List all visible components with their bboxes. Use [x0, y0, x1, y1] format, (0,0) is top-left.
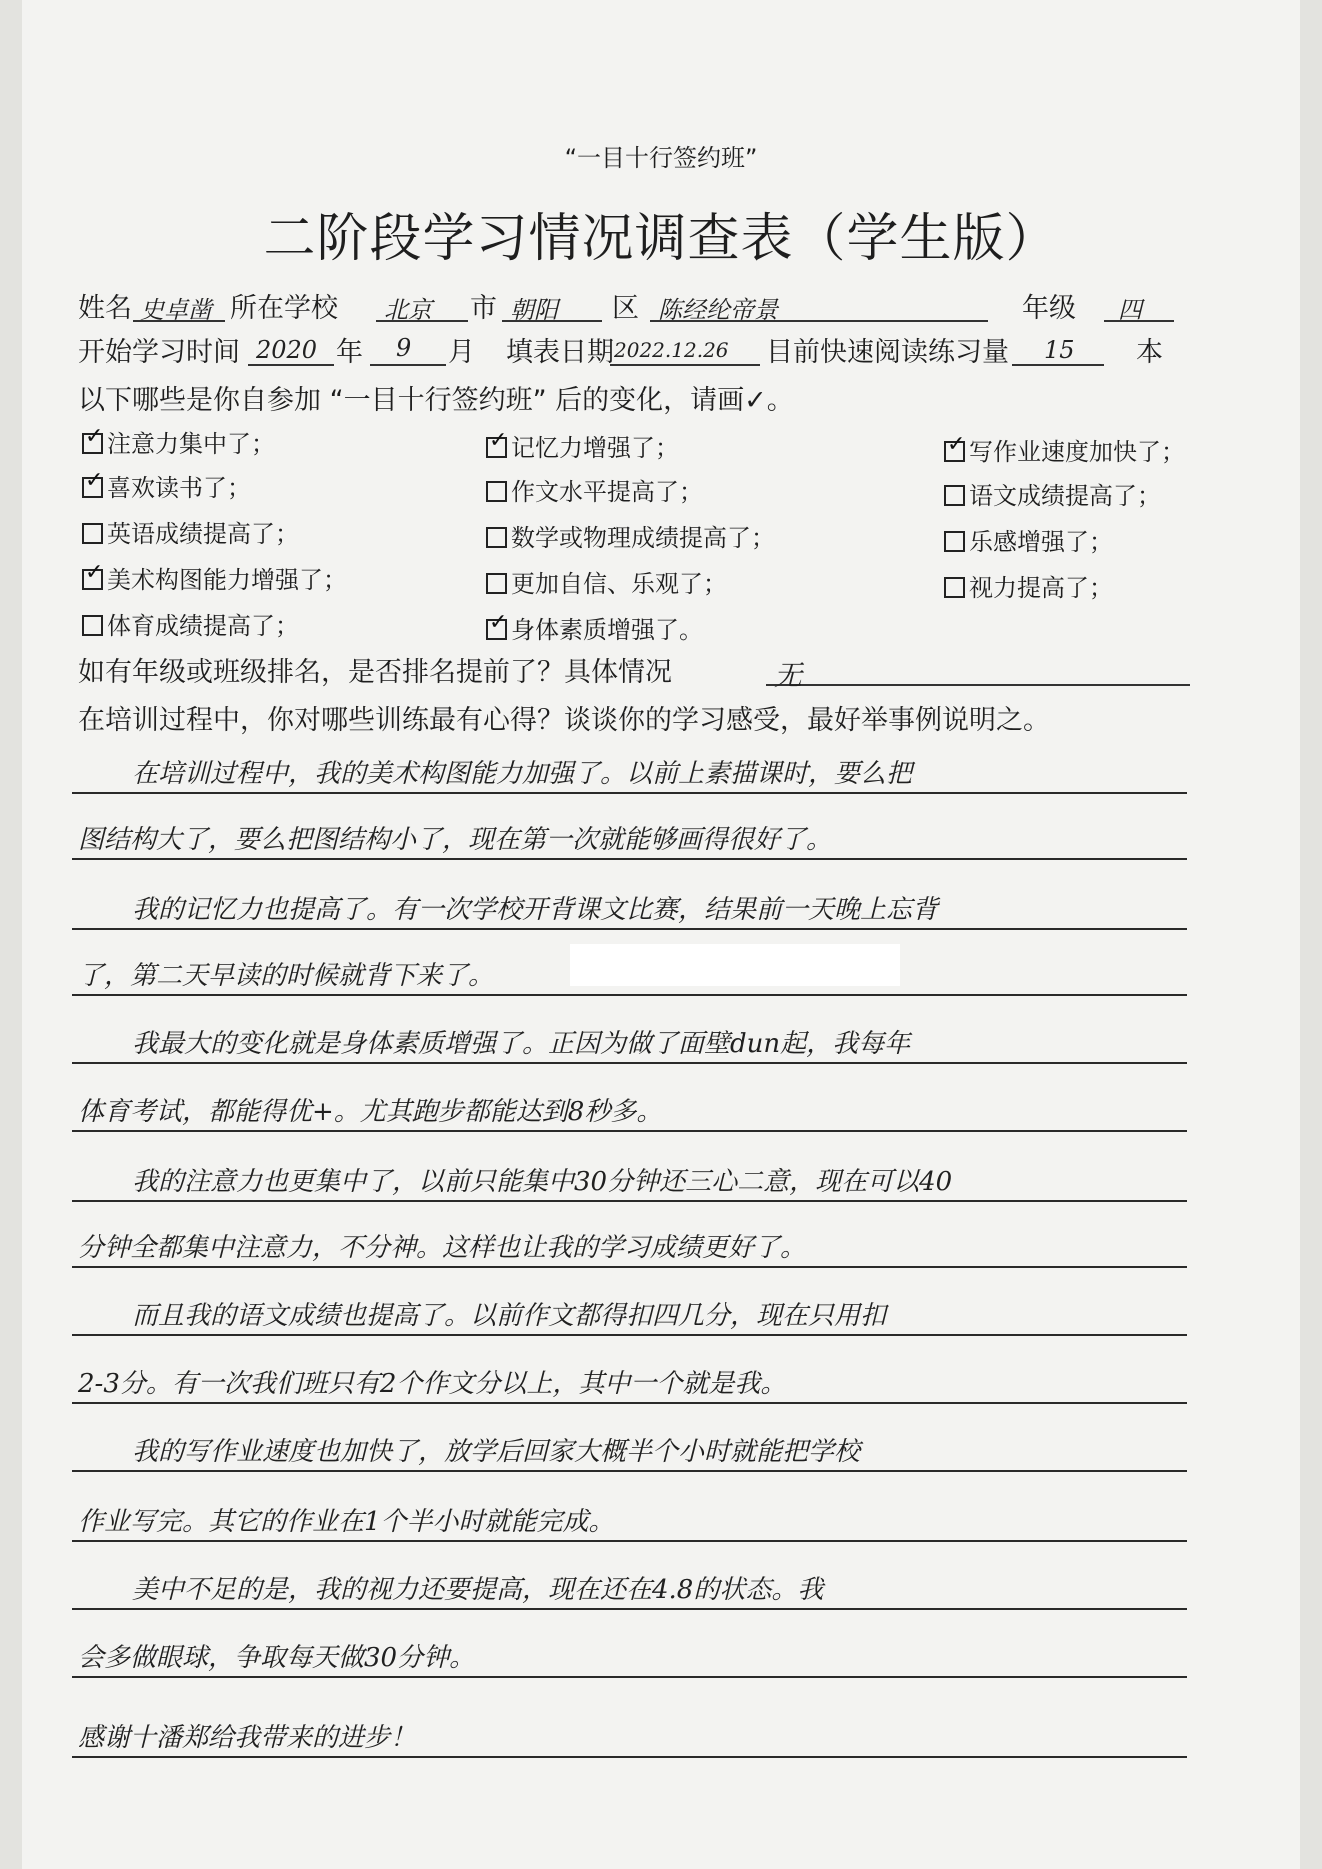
- city-unit: 市: [470, 293, 497, 324]
- answer-line[interactable]: 我的记忆力也提高了。有一次学校开背课文比赛，结果前一天晚上忘背: [72, 888, 1187, 930]
- checkbox-icon[interactable]: [486, 481, 507, 502]
- checkbox-icon[interactable]: [82, 615, 103, 636]
- checkbox-icon[interactable]: [82, 477, 103, 498]
- name-label: 姓名: [78, 293, 132, 324]
- checkbox-icon[interactable]: [944, 577, 965, 598]
- checkbox-icon[interactable]: [944, 441, 965, 462]
- answer-line[interactable]: 我最大的变化就是身体素质增强了。正因为做了面壁dun起，我每年: [72, 1022, 1187, 1064]
- option-label: 写作业速度加快了；: [969, 438, 1185, 466]
- answer-line[interactable]: 分钟全都集中注意力，不分神。这样也让我的学习成绩更好了。: [72, 1226, 1187, 1268]
- option-physical-fitness[interactable]: [486, 610, 703, 645]
- start-time-label: 开始学习时间: [78, 337, 240, 368]
- option-label: 乐感增强了；: [969, 528, 1113, 556]
- reading-value: 15: [1044, 336, 1075, 364]
- district-value: 朝阳: [510, 296, 558, 324]
- fill-date-label: 填表日期: [506, 337, 614, 368]
- program-subtitle: “一目十行签约班”: [564, 144, 758, 172]
- name-value: 史卓凿: [140, 296, 212, 324]
- option-homework-speed[interactable]: [944, 432, 1185, 467]
- answer-line[interactable]: 在培训过程中，我的美术构图能力加强了。以前上素描课时，要么把: [72, 752, 1187, 794]
- option-label: 数学或物理成绩提高了；: [511, 524, 775, 552]
- option-eyesight[interactable]: [944, 568, 1113, 603]
- option-label: 视力提高了；: [969, 574, 1113, 602]
- option-art-composition[interactable]: [82, 560, 347, 595]
- reading-label: 目前快速阅读练习量: [766, 337, 1009, 368]
- experience-question: 在培训过程中，你对哪些训练最有心得？谈谈你的学习感受，最好举事例说明之。: [78, 705, 1050, 736]
- answer-line[interactable]: 作业写完。其它的作业在1个半小时就能完成。: [72, 1500, 1187, 1542]
- grade-value: 四: [1118, 296, 1142, 324]
- answer-line[interactable]: 2-3分。有一次我们班只有2个作文分以上，其中一个就是我。: [72, 1362, 1187, 1404]
- answer-line[interactable]: 了，第二天早读的时候就背下来了。: [72, 954, 1187, 996]
- changes-prompt: 以下哪些是你自参加 “一目十行签约班” 后的变化，请画✓。: [78, 385, 794, 416]
- scan-edge-right: [1300, 0, 1322, 1869]
- option-label: 记忆力增强了；: [511, 434, 679, 462]
- ranking-field[interactable]: [766, 650, 1190, 686]
- answer-line[interactable]: 体育考试，都能得优+。尤其跑步都能达到8秒多。: [72, 1090, 1187, 1132]
- ranking-answer: 无: [774, 659, 803, 692]
- option-label: 更加自信、乐观了；: [511, 570, 727, 598]
- year-unit: 年: [336, 337, 363, 368]
- option-memory[interactable]: [486, 428, 679, 463]
- option-reading[interactable]: [82, 468, 251, 503]
- option-label: 喜欢读书了；: [107, 474, 251, 502]
- school-label: 所在学校: [230, 293, 338, 324]
- checkbox-icon[interactable]: [486, 527, 507, 548]
- answer-line[interactable]: 感谢十潘郑给我带来的进步！: [72, 1716, 1187, 1758]
- option-pe-grade[interactable]: [82, 606, 299, 641]
- option-music[interactable]: [944, 522, 1113, 557]
- option-english-grade[interactable]: [82, 514, 299, 549]
- answer-line[interactable]: 会多做眼球，争取每天做30分钟。: [72, 1636, 1187, 1678]
- checkbox-icon[interactable]: [944, 531, 965, 552]
- checkbox-icon[interactable]: [944, 485, 965, 506]
- answer-line[interactable]: 我的写作业速度也加快了，放学后回家大概半个小时就能把学校: [72, 1430, 1187, 1472]
- student-info-row: [78, 286, 1238, 332]
- reading-unit: 本: [1136, 337, 1163, 368]
- grade-label: 年级: [1022, 293, 1076, 324]
- answer-line[interactable]: 而且我的语文成绩也提高了。以前作文都得扣四几分，现在只用扣: [72, 1294, 1187, 1336]
- option-confidence[interactable]: [486, 564, 727, 599]
- fill-date-value: 2022.12.26: [614, 338, 729, 362]
- checkbox-icon[interactable]: [82, 523, 103, 544]
- option-label: 注意力集中了；: [107, 430, 275, 458]
- option-label: 作文水平提高了；: [511, 478, 703, 506]
- checkbox-icon[interactable]: [486, 619, 507, 640]
- answer-line[interactable]: 图结构大了，要么把图结构小了，现在第一次就能够画得很好了。: [72, 818, 1187, 860]
- start-year-value: 2020: [256, 336, 318, 364]
- option-label: 语文成绩提高了；: [969, 482, 1161, 510]
- answer-line[interactable]: 美中不足的是，我的视力还要提高，现在还在4.8的状态。我: [72, 1568, 1187, 1610]
- checkbox-icon[interactable]: [486, 573, 507, 594]
- city-value: 北京: [384, 296, 432, 324]
- option-chinese-grade[interactable]: [944, 476, 1161, 511]
- option-attention[interactable]: [82, 424, 275, 459]
- school-value: 陈经纶帝景: [658, 296, 778, 324]
- start-month-value: 9: [396, 334, 412, 362]
- option-math-physics[interactable]: [486, 518, 775, 553]
- redaction-patch: [570, 944, 900, 986]
- option-label: 体育成绩提高了；: [107, 612, 299, 640]
- scan-edge-left: [0, 0, 22, 1869]
- option-label: 英语成绩提高了；: [107, 520, 299, 548]
- date-info-row: [78, 330, 1238, 376]
- answer-line[interactable]: 我的注意力也更集中了，以前只能集中30分钟还三心二意，现在可以40: [72, 1160, 1187, 1202]
- option-composition[interactable]: [486, 472, 703, 507]
- checkbox-icon[interactable]: [82, 433, 103, 454]
- option-label: 美术构图能力增强了；: [107, 566, 347, 594]
- ranking-question: 如有年级或班级排名，是否排名提前了？具体情况: [78, 657, 672, 688]
- checkbox-icon[interactable]: [486, 437, 507, 458]
- option-label: 身体素质增强了。: [511, 616, 703, 644]
- checkbox-icon[interactable]: [82, 569, 103, 590]
- month-unit: 月: [448, 337, 475, 368]
- district-unit: 区: [612, 293, 639, 324]
- page-title: 二阶段学习情况调查表（学生版）: [263, 209, 1059, 269]
